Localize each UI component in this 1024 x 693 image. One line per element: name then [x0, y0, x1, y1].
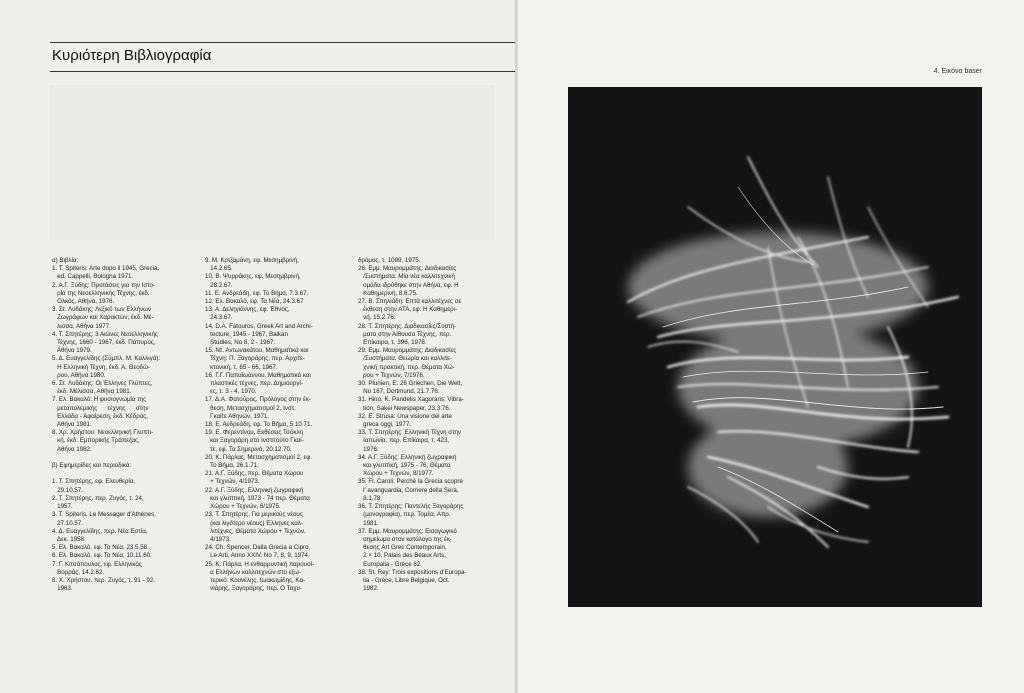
- title-rule-bottom: [50, 71, 517, 72]
- light-trace-image: [568, 87, 982, 607]
- bibliography-line: 29. Εμμ. Μαυρομμάτης: Διαδικασίες: [358, 347, 457, 355]
- bibliography-line: Βορράς, 14.2.62.: [52, 568, 105, 576]
- bibliography-column-1: [52, 257, 192, 593]
- bibliography-line: tion, Sakei Newspaper, 23.3.76.: [358, 404, 451, 412]
- bibliography-column-3: [358, 257, 503, 593]
- bibliography-line: 25. Κ. Πάρλα, Η ενθαρρυντική παρουσί-: [205, 560, 315, 568]
- bibliography-line: Επίκαιρα, τ. 396, 1976.: [358, 339, 427, 347]
- bibliography-line: σημείωμα στον κατάλογο της έκ-: [358, 535, 452, 543]
- bibliography-line: β) Εφημερίδες και περιοδικά:: [52, 462, 132, 470]
- bibliography-line: (μονογραφία), περ. Τομέα, Απρ.: [358, 511, 451, 519]
- bleed-through-area: [50, 85, 494, 240]
- bibliography-line: 14. D.A. Fatouros, Greek Art and Archi-: [205, 322, 313, 330]
- bibliography-line: 1976.: [358, 445, 379, 453]
- bibliography-line: Χώρου + Τεχνών, 6/1975.: [205, 503, 281, 511]
- page-title: Κυριότερη Βιβλιογραφία: [52, 47, 212, 64]
- bibliography-line: 24.3.67.: [205, 314, 233, 322]
- bibliography-line: 18. Ε. Ανδρεάδη, εφ. Το Βήμα, 5.10.71.: [205, 421, 313, 429]
- bibliography-line: [52, 470, 192, 478]
- bibliography-line: θεσης Art Grec Contemporain,: [358, 544, 447, 552]
- bibliography-line: και Ξαγοράρη στο Ινστιτούτο Γκαί-: [205, 437, 304, 445]
- bibliography-line: και γλυπτική, 1973 - 74 περ. Θέματα: [205, 494, 310, 502]
- bibliography-line: 1981.: [358, 519, 379, 527]
- bibliography-line: [52, 454, 192, 462]
- bibliography-line: Ζωγράφων και Χαρακτών, έκδ. Μέ-: [52, 314, 154, 322]
- bibliography-line: νιάρης, Ξαγοράρης, περ. Ο Ταχυ-: [205, 585, 302, 593]
- bibliography-line: 33. Τ. Σπητέρης: Ελληνική Τέχνη στην: [358, 429, 462, 437]
- bibliography-line: + Τεχνών, 4/1973.: [205, 478, 260, 486]
- bibliography-line: 38. St. Rey: Trois expositions d'Europa-: [358, 568, 467, 576]
- bibliography-line: 28. Τ. Σπητέρης: Διαδικασίες/Συστή-: [358, 322, 457, 330]
- bibliography-line: 19. Ε. Φερεντίνου, Εκθέσεις Τσόκλη: [205, 429, 304, 437]
- bibliography-line: έκθεση στην ΑΤΑ, εφ. Η Καθημερι-: [358, 306, 458, 314]
- bibliography-line: Ολκός, Αθήνα, 1976.: [52, 298, 115, 306]
- bibliography-line: ρία της Νεοελληνικής Τέχνης, έκδ.: [52, 289, 150, 297]
- bibliography-line: 4. Δ. Ευαγγελίδης, περ. Νέα Εστία,: [52, 527, 148, 535]
- bibliography-line: 8.1.78.: [358, 494, 383, 502]
- bibliography-line: 1982.: [358, 585, 379, 593]
- bibliography-line: Γκαίτε Αθηνών, 1971.: [205, 412, 270, 420]
- bibliography-line: 9. Μ. Κοτζαμάνη, εφ. Μεσημβρινή,: [205, 257, 299, 264]
- bibliography-line: l' avanguardia, Corriere della Sera,: [358, 486, 459, 494]
- bibliography-line: δρόμος, τ. 1099, 1975.: [358, 257, 421, 264]
- bibliography-line: 7. Γ. Κιτσόπουλος, εφ. Ελληνικός: [52, 560, 142, 568]
- bibliography-line: πλαστικές τέχνες, περ. Δημιουργί-: [205, 380, 303, 388]
- bibliography-line: 26. Εμμ. Μαυρομμάτης: Διαδικασίες: [358, 265, 457, 273]
- bibliography-line: 28.2.67.: [205, 281, 233, 289]
- bibliography-line: tecture, 1945 - 1967, Balkan: [205, 330, 288, 338]
- bibliography-line: 1. Τ. Spiteris: Arte dopo il 1945, Grecia,: [52, 265, 160, 273]
- bibliography-line: 6. Ελ. Βακαλό, εφ. Τα Νέα, 10.11.60.: [52, 552, 152, 560]
- bibliography-column-2: [205, 257, 345, 593]
- bibliography-line: Αθήνα 1981.: [52, 421, 92, 429]
- bibliography-line: 4/1973.: [205, 535, 231, 543]
- bibliography-line: έκδ. Μέλισσα, Αθήνα 1981.: [52, 388, 132, 396]
- bibliography-line: 3. Στ. Λυδάκης: Λεξικό των Ελλήνων: [52, 306, 152, 314]
- bibliography-line: ρου + Τεχνών, 7/1976.: [358, 371, 425, 379]
- bibliography-line: 35. Fl. Caroli: Perchè la Grecia scopre: [358, 478, 463, 486]
- bibliography-line: 14.2.65.: [205, 265, 233, 273]
- bibliography-line: 32. E. Strusa: Una visione del arte: [358, 412, 452, 420]
- bibliography-line: Δεκ. 1958.: [52, 535, 86, 543]
- bibliography-line: Το Βήμα, 26.1.71.: [205, 462, 259, 470]
- bibliography-line: 8. Χρ. Χρήστου: Νεοελληνική Γλυπτι-: [52, 429, 154, 437]
- bibliography-line: /Συστήματα. Θεωρία και καλλιτε-: [358, 355, 453, 363]
- bibliography-line: 11. Ε. Ανδρεάδη, εφ. Το Βήμα, 7.3.67.: [205, 289, 309, 297]
- bibliography-line: 7. Ελ. Βακαλό: Η φυσιογνωμία της: [52, 396, 147, 404]
- bibliography-line: Καθημερινή, 8.6.75.: [358, 289, 418, 297]
- bibliography-line: ματα στην Αίθουσα Τέχνης, περ.: [358, 330, 452, 338]
- bibliography-line: χνική πρακτική, περ. Θέματα Χώ-: [358, 363, 455, 371]
- bibliography-line: λιτέχνες, Θέματα Χώρου + Τεχνών,: [205, 527, 306, 535]
- bibliography-line: 22. Α.Γ. Ξύδης, Ελληνική ζωγραφική: [205, 486, 304, 494]
- bibliography-line: 20. Κ. Πάρλας, Μετασχηματισμοί 2, εφ.: [205, 453, 312, 461]
- bibliography-line: 17. Δ.Α. Φατούρος, Πρόλογος στην έκ-: [205, 396, 311, 404]
- bibliography-line: 4. Τ. Σπητέρης: 3 Αιώνες Νεοελληνικής: [52, 330, 158, 338]
- bibliography-line: κή, έκδ. Εμπορικής Τράπεζας,: [52, 437, 140, 445]
- bibliography-line: 1957.: [52, 503, 73, 511]
- bibliography-line: 13. Α. Δεληγιάννης, εφ. Έθνος,: [205, 306, 290, 314]
- bibliography-line: 1. Τ. Σπητέρης, εφ. Ελευθερία,: [52, 478, 136, 486]
- bibliography-line: 1963.: [52, 585, 73, 593]
- bibliography-line: 29.10.57.: [52, 486, 83, 494]
- bibliography-line: 3. T. Spiteris, Le Messager d'Athènes,: [52, 511, 156, 519]
- bibliography-line: 10. Β. Ψυρράκης, εφ. Μεσημβρινή,: [205, 273, 301, 281]
- bibliography-line: ομάδα ιδρύθηκε στην Αθήνα, εφ. Η: [358, 281, 459, 289]
- bibliography-line: λισσα, Αθήνα 1977.: [52, 322, 111, 330]
- bibliography-line: Τέχνης, 1660 - 1967, έκδ. Πάπυρος,: [52, 339, 156, 347]
- bibliography-line: μεταπολεμικής τέχνης στην: [52, 404, 149, 412]
- bibliography-line: Η Ελληνική Τέχνη, έκδ. Α. Θεοδώ-: [52, 363, 151, 371]
- bibliography-line: Χώρου + Τεχνών, 8/1977.: [358, 470, 434, 478]
- bibliography-line: 23. Τ. Σπητέρης, Για μερικούς νέους: [205, 511, 303, 519]
- bibliography-line: 5. Δ. Ευαγγελίδης (Σύμπλ. Μ. Καλλιγά):: [52, 355, 161, 363]
- bibliography-line: 30. Plunien, E. 26 Griechen, Die Welt,: [358, 380, 463, 388]
- bibliography-line: και γλυπτική, 1975 - 76, Θέματα: [358, 462, 451, 470]
- bibliography-line: (και λιγότερο νέους) Έλληνες καλ-: [205, 519, 303, 527]
- bibliography-line: Ιαπωνία, περ. Επίκαιρα, τ. 423,: [358, 437, 450, 445]
- bibliography-line: Le Arti, Anno XXIV, No 7, 8, 9, 1974.: [205, 552, 310, 560]
- bibliography-line: 6. Στ. Λυδάκης: Οι Έλληνες Γλύπτες,: [52, 380, 153, 388]
- bibliography-line: ed. Cappelli, Bologna 1971.: [52, 273, 134, 281]
- bibliography-line: 27. Β. Σπηλιάδη: Επτά καλλιτέχνες σε: [358, 298, 462, 306]
- bibliography-line: 2. Τ. Σπητέρης, περ. Ζυγός, τ. 24,: [52, 494, 144, 502]
- bibliography-line: Αθήνα 1982.: [52, 445, 92, 453]
- bibliography-line: 31. Hino, K. Pandelis Xagoraris: Vibra-: [358, 396, 464, 404]
- bibliography-line: 2. Α.Γ. Ξύδης: Προτάσεις για την Ιστο-: [52, 281, 156, 289]
- title-rule-top: [50, 42, 517, 43]
- bibliography-line: 8. Χ. Χρήστου, περ. Ζυγός, τ. 91 - 92.: [52, 576, 155, 584]
- bibliography-line: /Συστήματα. Μία νέα καλλιτεχνική: [358, 273, 455, 281]
- bibliography-line: Αθήνα 1979.: [52, 347, 92, 355]
- bibliography-line: No 167, Dortmund, 21.7.76.: [358, 388, 440, 396]
- bibliography-line: 34. Α.Γ. Ξύδης: Ελληνική ζωγραφική: [358, 453, 457, 461]
- bibliography-line: 15. Ντ. Αντωνακάτου, Μαθηματικά και: [205, 347, 309, 355]
- bibliography-line: 21. Α.Γ. Ξύδης, περ. Θέματα Χώρου: [205, 470, 304, 478]
- bibliography-line: τερικό: Κουνέλης, Ιωακειμίδης, Κα-: [205, 576, 306, 584]
- bibliography-line: 37. Εμμ. Μαυρομμάτης: Εισαγωγικό: [358, 527, 457, 535]
- artwork-photograph: [568, 87, 982, 607]
- bibliography-line: greca oggi, 1977.: [358, 421, 411, 429]
- bibliography-line: 12. Ελ. Βακαλό, εφ. Τα Νέα, 24.3.67: [205, 298, 304, 306]
- bibliography-line: lia - Grèce, Libre Belgique, Oct.: [358, 576, 450, 584]
- bibliography-line: Europalia - Grèce 82.: [358, 560, 422, 568]
- bibliography-line: κτονική, τ. 65 - 66, 1967.: [205, 363, 278, 371]
- bibliography-line: θεση, Μετασχηματισμοί 2, Ινστ.: [205, 404, 296, 412]
- bibliography-line: τε, εφ. Τα Σημερινά, 20.12.70.: [205, 445, 292, 453]
- bibliography-line: 16. Γ.Γ. Παπαϊωάννου, Μαθηματικά και: [205, 371, 311, 379]
- bibliography-line: 5. Ελ. Βακαλό, εφ. Τα Νέα, 23.5.58.: [52, 544, 149, 552]
- bibliography-line: νή, 15.2.76.: [358, 314, 396, 322]
- bibliography-line: Τέχνη: Π. Ξαγοράρης, περ. Αρχιτε-: [205, 355, 305, 363]
- bibliography-line: 2 × 10, Palais des Beaux Arts,: [358, 552, 446, 560]
- bibliography-line: Ελλάδα - Αφαίρεση, έκδ. Κέδρος,: [52, 412, 148, 420]
- bibliography-line: ρου, Αθήνα 1980.: [52, 371, 106, 379]
- bibliography-line: α Ελλήνων καλλιτεχνών στο εξω-: [205, 568, 302, 576]
- bibliography-line: α) Βιβλία:: [52, 257, 79, 264]
- bibliography-line: ες, τ. 3 - 4, 1970.: [205, 388, 257, 396]
- figure-caption: 4. Εικόνα baser: [933, 68, 982, 75]
- bibliography-line: 27.10.57.: [52, 519, 83, 527]
- bibliography-line: Studies, No 8, 2 - 1967.: [205, 339, 276, 347]
- bibliography-line: 24. Ch. Spencer, Dalla Grecia a Cipro,: [205, 544, 311, 552]
- bibliography-line: 36. Τ. Σπητέρης: Παντελής Ξαγοράρης: [358, 503, 464, 511]
